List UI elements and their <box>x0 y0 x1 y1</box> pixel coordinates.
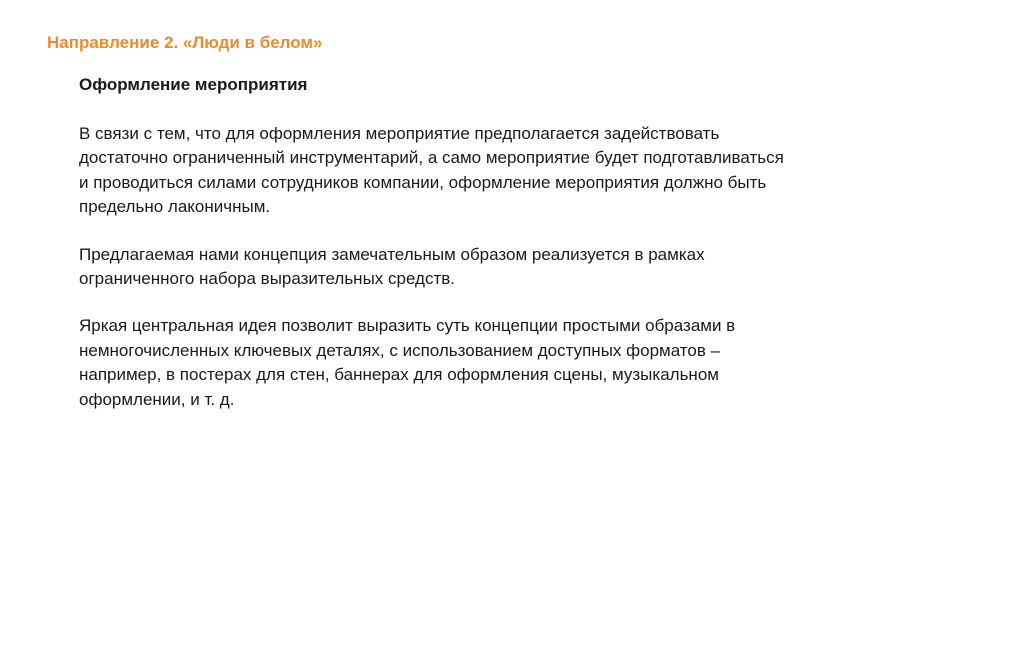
slide-heading: Направление 2. «Люди в белом» <box>47 33 323 52</box>
paragraph-2 <box>79 243 939 292</box>
paragraph-line: предельно лаконичным. <box>79 197 271 217</box>
paragraph-line: Предлагаемая нами концепция замечательным образом реализуется в рамках <box>79 244 705 264</box>
paragraph-line: Яркая центральная идея позволит выразить суть концепции простыми образами в <box>79 316 736 336</box>
slide-content <box>79 73 939 435</box>
paragraph-line: достаточно ограниченный инструментарий, а само мероприятие будет подготавливаться <box>79 148 784 168</box>
paragraph-3 <box>79 314 939 412</box>
paragraph-1 <box>79 122 939 220</box>
paragraph-line: В связи с тем, что для оформления мероприятие предполагается задействовать <box>79 124 720 143</box>
paragraph-line: например, в постерах для стен, баннерах для оформления сцены, музыкальном <box>79 365 719 385</box>
paragraph-line: оформлении, и т. д. <box>79 389 235 409</box>
paragraph-line: и проводиться силами сотрудников компании, оформление мероприятия должно быть <box>79 172 767 192</box>
paragraph-line: ограниченного набора выразительных средств. <box>79 269 456 289</box>
section-title: Оформление мероприятия <box>79 75 308 94</box>
paragraph-line: немногочисленных ключевых деталях, с использованием доступных форматов – <box>79 340 721 360</box>
